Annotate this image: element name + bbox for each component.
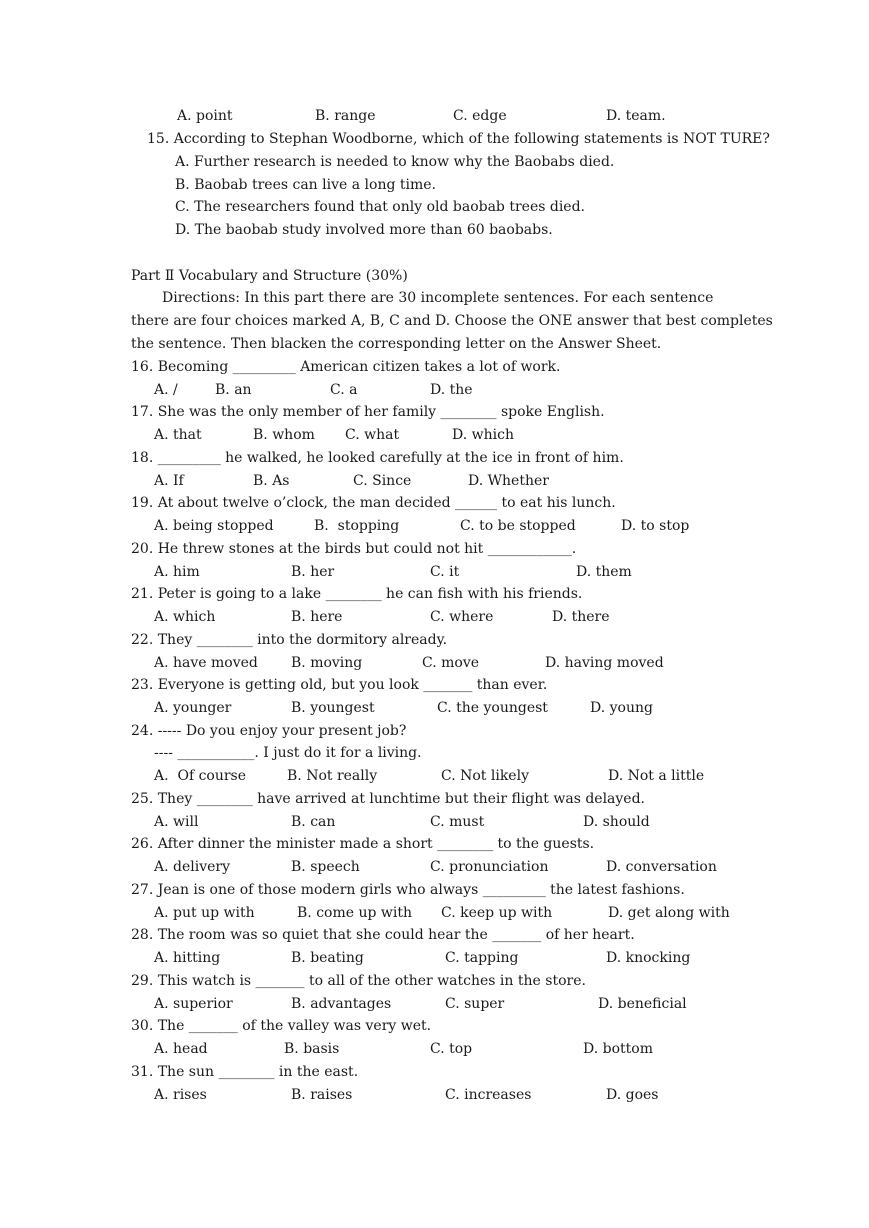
q18-stem: 18. _________ he walked, he looked carefully at the ice in front of him. (131, 450, 624, 466)
q29-stem: 29. This watch is _______ to all of the other watches in the store. (131, 973, 586, 989)
q24-option-d: D. Not a little (608, 768, 705, 784)
q23-stem: 23. Everyone is getting old, but you look _______ than ever. (131, 677, 548, 693)
q19-stem: 19. At about twelve o’clock, the man decided ______ to eat his lunch. (131, 495, 616, 511)
q20-option-a: A. him (154, 564, 200, 580)
q30-option-b: B. basis (284, 1041, 340, 1057)
q19-option-a: A. being stopped (154, 518, 274, 534)
q30-option-a: A. head (154, 1041, 208, 1057)
q29-option-b: B. advantages (291, 996, 392, 1012)
q20-option-c: C. it (430, 564, 460, 580)
q27-option-c: C. keep up with (441, 905, 553, 921)
q14-option-d: D. team. (606, 108, 666, 124)
q28-stem: 28. The room was so quiet that she could hear the _______ of her heart. (131, 927, 635, 943)
q22-option-a: A. have moved (154, 655, 258, 671)
q15-option-c: C. The researchers found that only old baobab trees died. (175, 199, 585, 215)
part2-heading: Part Ⅱ Vocabulary and Structure (30%) (131, 268, 408, 284)
q25-option-a: A. will (154, 814, 199, 830)
q17-stem: 17. She was the only member of her family ________ spoke English. (131, 404, 605, 420)
q23-option-a: A. younger (154, 700, 232, 716)
q27-option-a: A. put up with (154, 905, 255, 921)
q14-option-b: B. range (315, 108, 376, 124)
q29-option-c: C. super (445, 996, 505, 1012)
q22-option-b: B. moving (291, 655, 363, 671)
q23-option-d: D. young (590, 700, 653, 716)
q24-option-c: C. Not likely (441, 768, 529, 784)
q20-option-d: D. them (576, 564, 632, 580)
q24-option-b: B. Not really (287, 768, 378, 784)
q22-option-d: D. having moved (545, 655, 664, 671)
q21-option-a: A. which (154, 609, 216, 625)
q24-stem: 24. ----- Do you enjoy your present job? (131, 723, 407, 739)
directions-line-3: the sentence. Then blacken the corresponding letter on the Answer Sheet. (131, 336, 662, 352)
q20-stem: 20. He threw stones at the birds but could not hit ____________. (131, 541, 577, 557)
q22-stem: 22. They ________ into the dormitory already. (131, 632, 448, 648)
q26-option-a: A. delivery (154, 859, 231, 875)
q21-stem: 21. Peter is going to a lake ________ he can fish with his friends. (131, 586, 583, 602)
q16-option-c: C. a (330, 382, 358, 398)
q21-option-b: B. here (291, 609, 343, 625)
q26-option-d: D. conversation (606, 859, 717, 875)
q29-option-a: A. superior (154, 996, 233, 1012)
q23-option-c: C. the youngest (437, 700, 548, 716)
q21-option-d: D. there (552, 609, 610, 625)
q31-stem: 31. The sun ________ in the east. (131, 1064, 359, 1080)
q19-option-d: D. to stop (621, 518, 690, 534)
q28-option-b: B. beating (291, 950, 364, 966)
q29-option-d: D. beneficial (598, 996, 687, 1012)
q16-stem: 16. Becoming _________ American citizen takes a lot of work. (131, 359, 561, 375)
q17-option-b: B. whom (253, 427, 315, 443)
q18-option-a: A. If (154, 473, 184, 489)
q15-option-a: A. Further research is needed to know why the Baobabs died. (175, 154, 615, 170)
q16-option-b: B. an (215, 382, 252, 398)
q18-option-b: B. As (253, 473, 290, 489)
q16-option-d: D. the (430, 382, 473, 398)
q16-option-a: A. / (154, 382, 178, 398)
q25-option-c: C. must (430, 814, 485, 830)
q15-option-d: D. The baobab study involved more than 60 baobabs. (175, 222, 553, 238)
q17-option-d: D. which (452, 427, 514, 443)
q24-answer-line: ---- ___________. I just do it for a living. (154, 745, 422, 761)
q31-option-b: B. raises (291, 1087, 353, 1103)
q23-option-b: B. youngest (291, 700, 375, 716)
q21-option-c: C. where (430, 609, 494, 625)
q26-option-b: B. speech (291, 859, 360, 875)
q27-option-b: B. come up with (297, 905, 413, 921)
q26-option-c: C. pronunciation (430, 859, 549, 875)
q19-option-c: C. to be stopped (460, 518, 576, 534)
directions-line-1: Directions: In this part there are 30 incomplete sentences. For each sentence (162, 290, 714, 306)
q14-option-c: C. edge (453, 108, 507, 124)
q17-option-c: C. what (345, 427, 400, 443)
q28-option-d: D. knocking (606, 950, 691, 966)
q18-option-c: C. Since (353, 473, 412, 489)
q19-option-b: B. stopping (314, 518, 400, 534)
q27-stem: 27. Jean is one of those modern girls who always _________ the latest fashions. (131, 882, 685, 898)
q20-option-b: B. her (291, 564, 335, 580)
q26-stem: 26. After dinner the minister made a short ________ to the guests. (131, 836, 595, 852)
q15-stem: 15. According to Stephan Woodborne, which of the following statements is NOT TURE? (147, 131, 770, 147)
q18-option-d: D. Whether (468, 473, 549, 489)
q25-stem: 25. They ________ have arrived at lunchtime but their flight was delayed. (131, 791, 646, 807)
q15-option-b: B. Baobab trees can live a long time. (175, 177, 436, 193)
q31-option-a: A. rises (154, 1087, 207, 1103)
q28-option-c: C. tapping (445, 950, 519, 966)
q30-option-c: C. top (430, 1041, 473, 1057)
q24-option-a: A. Of course (154, 768, 247, 784)
q30-option-d: D. bottom (583, 1041, 653, 1057)
q27-option-d: D. get along with (608, 905, 730, 921)
q17-option-a: A. that (154, 427, 202, 443)
q30-stem: 30. The _______ of the valley was very wet. (131, 1018, 432, 1034)
directions-line-2: there are four choices marked A, B, C and D. Choose the ONE answer that best completes (131, 313, 773, 329)
q31-option-d: D. goes (606, 1087, 659, 1103)
q14-option-a: A. point (177, 108, 233, 124)
q31-option-c: C. increases (445, 1087, 532, 1103)
q28-option-a: A. hitting (154, 950, 221, 966)
q25-option-d: D. should (583, 814, 650, 830)
q22-option-c: C. move (422, 655, 480, 671)
q25-option-b: B. can (291, 814, 336, 830)
